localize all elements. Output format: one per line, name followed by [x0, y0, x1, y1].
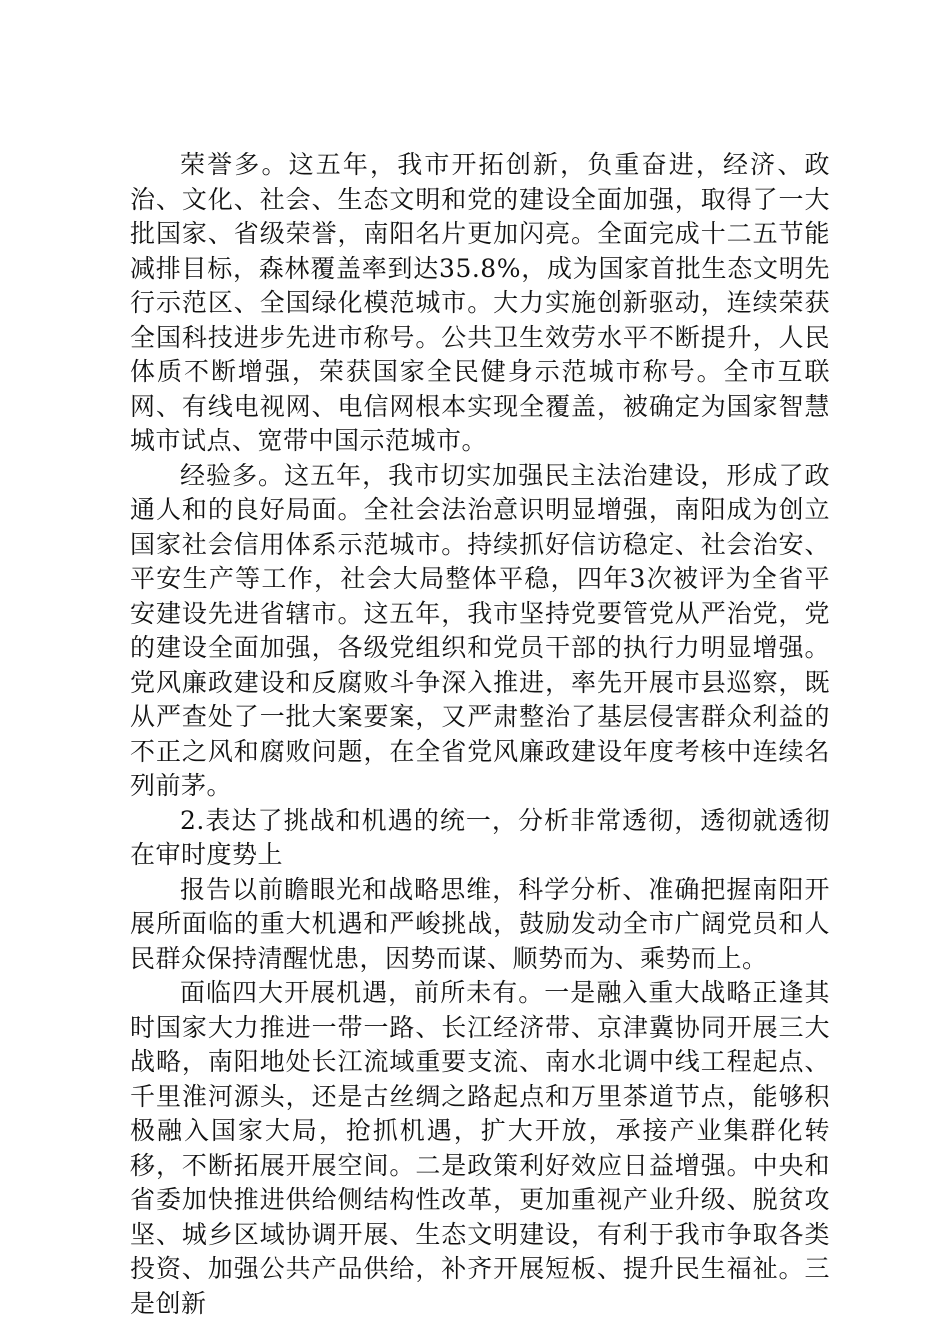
section-heading-challenges-opportunities: 2.表达了挑战和机遇的统一，分析非常透彻，透彻就透彻在审时度势上 [130, 805, 830, 869]
paragraph-opportunities: 面临四大开展机遇，前所未有。一是融入重大战略正逢其时国家大力推进一带一路、长江经济带、京津冀协同开展三大战略，南阳地处长江流域重要支流、南水北调中线工程起点、千里淮河源头，还是古丝绸之路起点和万里茶道节点，能够积极融入国家大局，抢抓机遇，扩大开放，承接产业集群化转移，不断拓展开展空间。二是政策利好效应日益增强。中央和省委加快推进供给侧结构性改革，更加重视产业升级、脱贫攻坚、城乡区域协调开展、生态文明建设，有利于我市争取各类投资、加强公共产品供给，补齐开展短板、提升民生福祉。三是创新 [130, 978, 830, 1318]
document-body [130, 148, 830, 1321]
paragraph-report-analysis: 报告以前瞻眼光和战略思维，科学分析、准确把握南阳开展所面临的重大机遇和严峻挑战，鼓励发动全市广阔党员和人民群众保持清醒忧患，因势而谋、顺势而为、乘势而上。 [130, 874, 830, 973]
paragraph-honors: 荣誉多。这五年，我市开拓创新，负重奋进，经济、政治、文化、社会、生态文明和党的建设全面加强，取得了一大批国家、省级荣誉，南阳名片更加闪亮。全面完成十二五节能减排目标，森林覆盖率到达35.8%，成为国家首批生态文明先行示范区、全国绿化模范城市。大力实施创新驱动，连续荣获全国科技进步先进市称号。公共卫生效劳水平不断提升，人民体质不断增强，荣获国家全民健身示范城市称号。全市互联网、有线电视网、电信网根本实现全覆盖，被确定为国家智慧城市试点、宽带中国示范城市。 [130, 150, 830, 455]
paragraph-experience: 经验多。这五年，我市切实加强民主法治建设，形成了政通人和的良好局面。全社会法治意识明显增强，南阳成为创立国家社会信用体系示范城市。持续抓好信访稳定、社会治安、平安生产等工作，社会大局整体平稳，四年3次被评为全省平安建设先进省辖市。这五年，我市坚持党要管党从严治党，党的建设全面加强，各级党组织和党员干部的执行力明显增强。党风廉政建设和反腐败斗争深入推进，率先开展市县巡察，既从严查处了一批大案要案，又严肃整治了基层侵害群众利益的不正之风和腐败问题，在全省党风廉政建设年度考核中连续名列前茅。 [130, 460, 830, 800]
